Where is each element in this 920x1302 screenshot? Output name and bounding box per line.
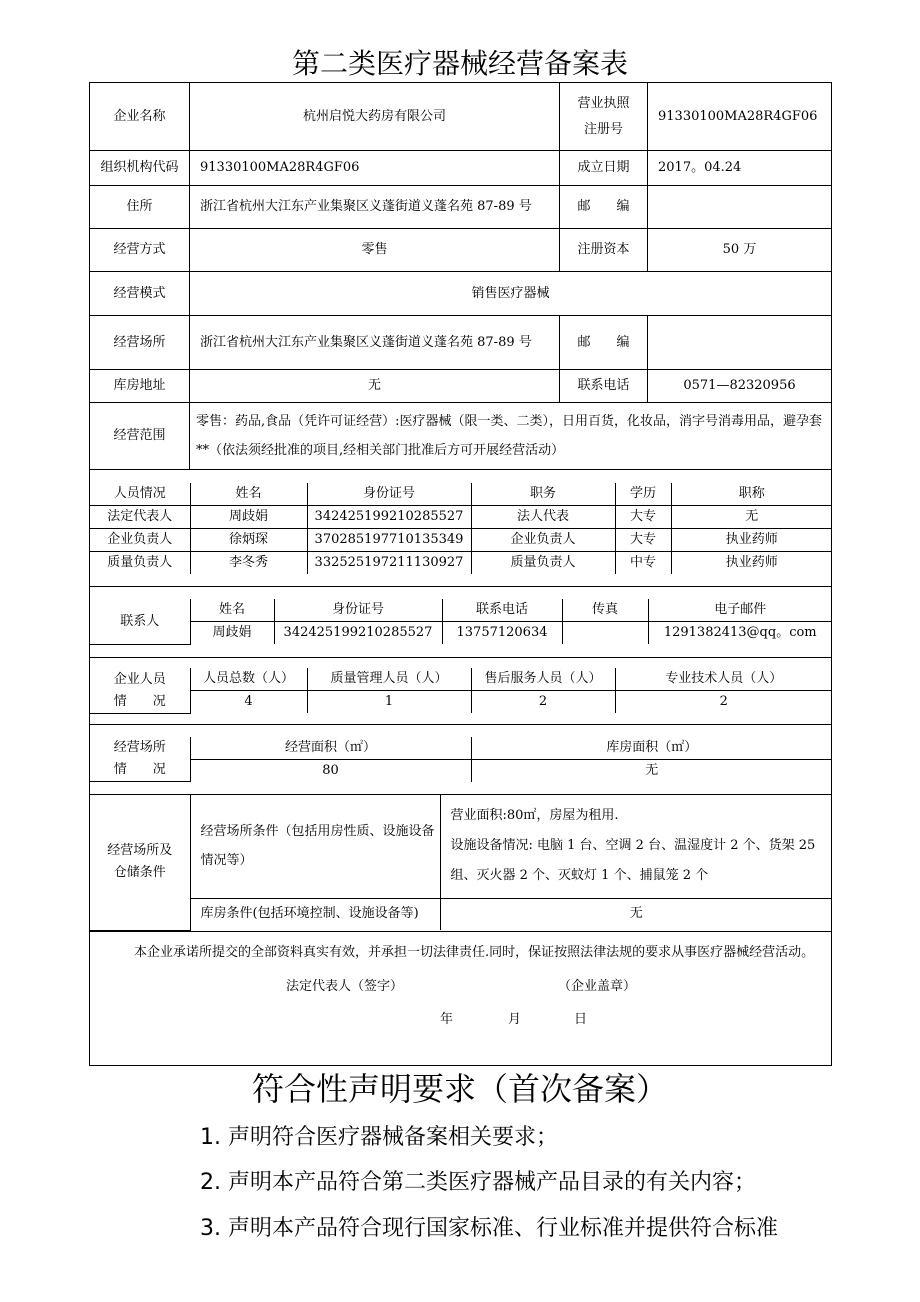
company-name-value: 杭州启悦大药房有限公司 bbox=[190, 83, 560, 151]
capital-label: 注册资本 bbox=[560, 229, 648, 272]
org-code-label: 组织机构代码 bbox=[90, 151, 190, 186]
warehouse-cond-label: 库房条件(包括环境控制、设施设备等) bbox=[190, 898, 440, 930]
filing-form-table bbox=[89, 82, 832, 1066]
contact-phone: 13757120634 bbox=[442, 622, 562, 645]
mode-value: 零售 bbox=[190, 229, 560, 272]
personnel-header-id: 身份证号 bbox=[307, 483, 471, 506]
personnel-rank: 执业药师 bbox=[671, 551, 832, 574]
contact-header-phone: 联系电话 bbox=[442, 599, 562, 622]
conformity-item-1: 1. 声明符合医疗器械备案相关要求； bbox=[200, 1125, 558, 1150]
address-value: 浙江省杭州大江东产业集聚区义蓬街道义蓬名苑 87-89 号 bbox=[190, 186, 560, 229]
personnel-name: 李冬秀 bbox=[190, 551, 307, 574]
personnel-id: 332525197211130927 bbox=[307, 551, 471, 574]
contact-email: 1291382413@qq。com bbox=[648, 622, 832, 645]
contact-header-name: 姓名 bbox=[190, 599, 274, 622]
personnel-edu: 中专 bbox=[615, 551, 671, 574]
date-year-label: 年 bbox=[440, 1011, 454, 1027]
contact-label: 联系人 bbox=[90, 599, 190, 644]
conformity-heading: 符合性声明要求（首次备案） bbox=[251, 1070, 668, 1108]
premises-cond-line2: 设施设备情况: 电脑 1 台、空调 2 台、温湿度计 2 个、货架 25 组、灭火器 2 个、灭蚊灯 1 个、捕鼠笼 2 个 bbox=[450, 838, 816, 884]
staff-tech: 2 bbox=[615, 691, 832, 714]
org-code-value: 91330100MA28R4GF06 bbox=[190, 151, 560, 186]
personnel-name: 周歧娟 bbox=[190, 505, 307, 528]
model-value: 销售医疗器械 bbox=[190, 272, 832, 316]
warehouse-cond-value: 无 bbox=[440, 898, 832, 930]
warehouse-value: 无 bbox=[190, 370, 560, 403]
mode-label: 经营方式 bbox=[90, 229, 190, 272]
contact-fax bbox=[562, 622, 648, 645]
premises-value: 浙江省杭州大江东产业集聚区义蓬街道义蓬名苑 87-89 号 bbox=[190, 316, 560, 370]
conditions-table bbox=[90, 795, 832, 931]
contact-header-id: 身份证号 bbox=[274, 599, 442, 622]
phone-label: 联系电话 bbox=[560, 370, 648, 403]
personnel-header-name: 姓名 bbox=[190, 483, 307, 506]
license-label bbox=[560, 83, 648, 151]
area-header-warehouse: 库房面积（㎡） bbox=[471, 737, 832, 760]
date-row bbox=[98, 1004, 823, 1036]
license-label-line1: 营业执照 bbox=[577, 95, 630, 111]
contact-name: 周歧娟 bbox=[190, 622, 274, 645]
license-label-line2: 注册号 bbox=[583, 121, 623, 137]
conditions-section bbox=[90, 795, 832, 932]
conditions-label-line2: 仓储条件 bbox=[113, 865, 166, 881]
conditions-label bbox=[90, 795, 190, 930]
company-seal-label: （企业盖章） bbox=[558, 978, 637, 994]
personnel-label: 人员情况 bbox=[90, 483, 190, 506]
company-name-label: 企业名称 bbox=[90, 83, 190, 151]
conformity-item-3: 3. 声明本产品符合现行国家标准、行业标准并提供符合标准 bbox=[200, 1216, 778, 1241]
promise-section bbox=[90, 931, 832, 1065]
area-table bbox=[90, 737, 832, 783]
area-label bbox=[90, 737, 190, 782]
personnel-rank: 无 bbox=[671, 505, 832, 528]
postcode2-label: 邮 编 bbox=[560, 316, 648, 370]
personnel-edu: 大专 bbox=[615, 528, 671, 551]
form-title: 第二类医疗器械经营备案表 bbox=[291, 47, 628, 80]
signature-row bbox=[98, 970, 823, 1004]
personnel-header-title: 职务 bbox=[471, 483, 615, 506]
area-section bbox=[90, 725, 832, 795]
staff-label bbox=[90, 668, 190, 713]
legal-rep-signature-label: 法定代表人（签字） bbox=[286, 978, 404, 994]
contact-id: 342425199210285527 bbox=[274, 622, 442, 645]
personnel-edu: 大专 bbox=[615, 505, 671, 528]
postcode-label: 邮 编 bbox=[560, 186, 648, 229]
personnel-id: 342425199210285527 bbox=[307, 505, 471, 528]
conformity-item-2: 2. 声明本产品符合第二类医疗器械产品目录的有关内容； bbox=[200, 1170, 756, 1195]
personnel-role: 企业负责人 bbox=[90, 528, 190, 551]
warehouse-label: 库房地址 bbox=[90, 370, 190, 403]
personnel-title: 企业负责人 bbox=[471, 528, 615, 551]
area-label-line1: 经营场所 bbox=[113, 740, 166, 755]
capital-value: 50 万 bbox=[648, 229, 832, 272]
premises-cond-line1: 营业面积:80㎡，房屋为租用. bbox=[450, 808, 619, 824]
contact-header-fax: 传真 bbox=[562, 599, 648, 622]
staff-label-line2: 情 况 bbox=[113, 693, 166, 709]
personnel-role: 质量负责人 bbox=[90, 551, 190, 574]
staff-total: 4 bbox=[190, 691, 307, 714]
area-label-line2: 情 况 bbox=[113, 762, 166, 777]
phone-value: 0571—82320956 bbox=[648, 370, 832, 403]
area-header-business: 经营面积（㎡） bbox=[190, 737, 471, 760]
staff-header-tech: 专业技术人员（人） bbox=[615, 668, 832, 691]
staff-service: 2 bbox=[471, 691, 615, 714]
area-warehouse: 无 bbox=[471, 759, 832, 782]
personnel-header-rank: 职称 bbox=[671, 483, 832, 506]
postcode-value bbox=[648, 186, 832, 229]
staff-header-service: 售后服务人员（人） bbox=[471, 668, 615, 691]
staff-header-total: 人员总数（人） bbox=[190, 668, 307, 691]
scope-value: 零售：药品,食品（凭许可证经营）:医疗器械（限一类、二类），日用百货，化妆品，消字号消毒用品，避孕套**（依法须经批准的项目,经相关部门批准后方可开展经营活动） bbox=[190, 403, 832, 470]
staff-header-quality: 质量管理人员（人） bbox=[307, 668, 471, 691]
area-business: 80 bbox=[190, 759, 471, 782]
scope-label: 经营范围 bbox=[90, 403, 190, 470]
staff-table bbox=[90, 668, 832, 714]
founded-label: 成立日期 bbox=[560, 151, 648, 186]
address-label: 住所 bbox=[90, 186, 190, 229]
personnel-rank: 执业药师 bbox=[671, 528, 832, 551]
staff-section bbox=[90, 658, 832, 725]
date-day-label: 日 bbox=[574, 1011, 588, 1027]
personnel-header-edu: 学历 bbox=[615, 483, 671, 506]
staff-quality: 1 bbox=[307, 691, 471, 714]
postcode2-value bbox=[648, 316, 832, 370]
personnel-role: 法定代表人 bbox=[90, 505, 190, 528]
personnel-name: 徐炳琛 bbox=[190, 528, 307, 551]
personnel-table bbox=[90, 483, 832, 574]
personnel-title: 质量负责人 bbox=[471, 551, 615, 574]
conditions-label-line1: 经营场所及 bbox=[107, 843, 173, 859]
date-month-label: 月 bbox=[508, 1011, 522, 1027]
premises-cond-value bbox=[440, 795, 832, 898]
premises-cond-label: 经营场所条件（包括用房性质、设施设备情况等） bbox=[190, 795, 440, 898]
staff-label-line1: 企业人员 bbox=[113, 671, 166, 687]
promise-text: 本企业承诺所提交的全部资料真实有效，并承担一切法律责任.同时，保证按照法律法规的要求从事医疗器械经营活动。 bbox=[134, 944, 815, 960]
personnel-id: 370285197710135349 bbox=[307, 528, 471, 551]
personnel-title: 法人代表 bbox=[471, 505, 615, 528]
personnel-section bbox=[90, 470, 832, 587]
contact-header-email: 电子邮件 bbox=[648, 599, 832, 622]
premises-label: 经营场所 bbox=[90, 316, 190, 370]
founded-value: 2017。04.24 bbox=[648, 151, 832, 186]
contact-section bbox=[90, 587, 832, 658]
model-label: 经营模式 bbox=[90, 272, 190, 316]
license-no-value: 91330100MA28R4GF06 bbox=[648, 83, 832, 151]
contact-table bbox=[90, 599, 832, 645]
